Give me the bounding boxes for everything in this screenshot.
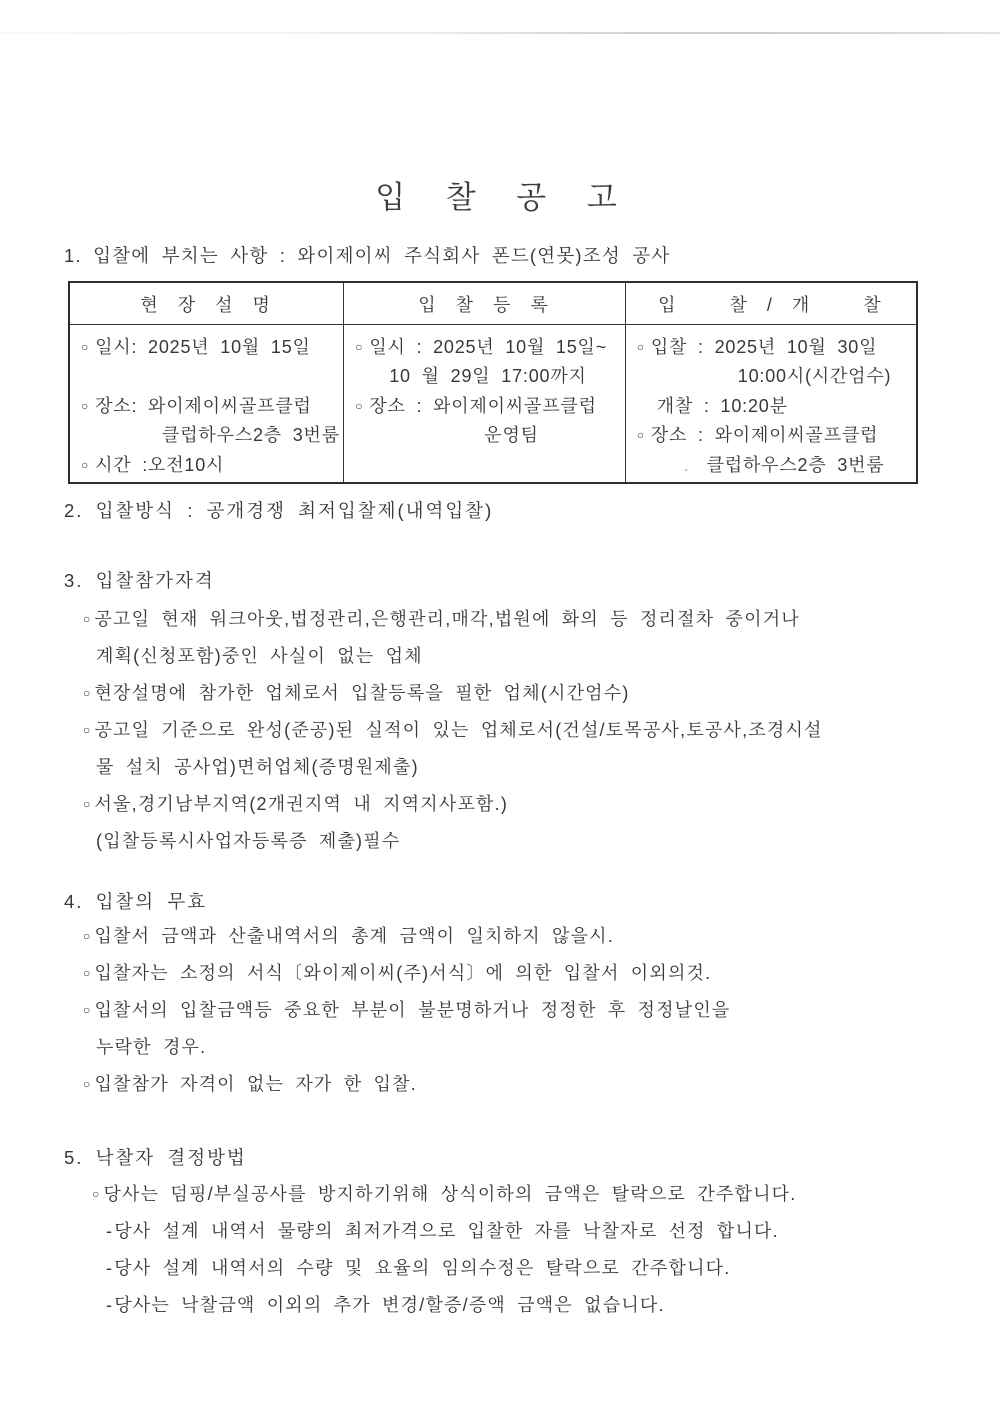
list-item: ○ 입찰서의 입찰금액등 중요한 부분이 불분명하거나 정정한 후 정정날인을 <box>83 1000 731 1020</box>
bid-date: ○ 입찰 : 2025년 10월 30일 <box>636 337 878 357</box>
circle-bullet-icon: ○ <box>83 612 92 626</box>
circle-bullet-icon: ○ <box>81 457 90 472</box>
bid-opening-place-detail: . 클럽하우스2층 3번룸 <box>683 454 885 475</box>
bid-registration-date-end: 10 월 29일 17:00까지 <box>389 366 587 387</box>
header-bid-registration: 입 찰 등 록 <box>344 282 626 325</box>
circle-bullet-icon: ○ <box>83 686 92 700</box>
spacer-line <box>70 362 343 391</box>
bid-registration-date: ○ 일시 : 2025년 10월 15일~ <box>355 337 608 357</box>
site-briefing-date: ○ 일시: 2025년 10월 15일 <box>81 337 311 357</box>
schedule-table <box>68 281 918 484</box>
circle-bullet-icon: ○ <box>83 797 92 811</box>
bid-opening-place: ○ 장소 : 와이제이씨골프클럽 <box>636 425 879 446</box>
section4-heading: 4. 입찰의 무효 <box>64 891 208 912</box>
list-item: ○ 공고일 현재 워크아웃,법정관리,은행관리,매각,법원에 화의 등 정리절차 중이거나 <box>83 609 800 629</box>
list-item-dash: -당사 설계 내역서의 수량 및 요율의 임의수정은 탈락으로 간주합니다. <box>106 1258 731 1278</box>
list-item-dash: -당사 설계 내역서 물량의 최저가격으로 입찰한 자를 낙찰자로 선정 합니다. <box>106 1221 779 1241</box>
circle-bullet-icon: ○ <box>83 1077 92 1091</box>
bid-time: 10:00시(시간엄수) <box>737 366 892 387</box>
list-item: ○ 서울,경기남부지역(2개권지역 내 지역지사포함.) <box>83 794 509 814</box>
list-item: ○ 당사는 덤핑/부실공사를 방지하기위해 상식이하의 금액은 탈락으로 간주합니다. <box>92 1184 797 1204</box>
circle-bullet-icon: ○ <box>636 340 645 354</box>
list-item-continuation: 물 설치 공사업)면허업체(증명원제출) <box>96 757 419 777</box>
section4-items <box>83 922 731 1107</box>
circle-bullet-icon: ○ <box>355 398 364 413</box>
cell-bid-registration <box>344 325 626 484</box>
list-item: ○ 현장설명에 참가한 업체로서 입찰등록을 필한 업체(시간엄수) <box>83 683 630 703</box>
circle-bullet-icon: ○ <box>636 428 645 443</box>
section3-heading: 3. 입찰참가자격 <box>64 570 215 591</box>
header-site-briefing: 현 장 설 명 <box>69 282 344 325</box>
circle-bullet-icon: ○ <box>355 340 364 354</box>
opening-time: 개찰 : 10:20분 <box>656 395 788 416</box>
bid-subject-line: 1. 입찰에 부치는 사항 : 와이제이씨 주식회사 폰드(연못)조성 공사 <box>64 245 671 266</box>
bid-registration-place: ○ 장소 : 와이제이씨골프클럽 <box>355 395 597 416</box>
section2-heading: 2. 입찰방식 : 공개경쟁 최저입찰제(내역입찰) <box>64 500 494 521</box>
circle-bullet-icon: ○ <box>83 966 92 980</box>
circle-bullet-icon: ○ <box>81 398 90 413</box>
section5-heading: 5. 낙찰자 결정방법 <box>64 1147 247 1168</box>
header-bid-opening: 입 찰 / 개 찰 <box>625 282 917 325</box>
site-briefing-time: ○ 시간 :오전10시 <box>81 454 225 475</box>
list-item: ○ 입찰참가 자격이 없는 자가 한 입찰. <box>83 1074 417 1094</box>
scan-artifact-dot: . <box>683 454 690 475</box>
list-item-continuation: 계획(신청포함)중인 사실이 없는 업체 <box>96 646 423 666</box>
bid-registration-place-detail: 운영팀 <box>484 425 539 446</box>
section5-items <box>92 1180 796 1328</box>
schedule-table-body-row <box>69 325 917 484</box>
circle-bullet-icon: ○ <box>92 1187 101 1201</box>
list-item-continuation: (입찰등록시사업자등록증 제출)필수 <box>96 831 401 851</box>
cell-bid-opening <box>625 325 917 484</box>
list-item: ○ 입찰서 금액과 산출내역서의 총계 금액이 일치하지 않을시. <box>83 926 614 946</box>
cell-site-briefing <box>69 325 344 484</box>
list-item: ○ 입찰자는 소정의 서식〔와이제이씨(주)서식〕에 의한 입찰서 이외의것. <box>83 963 712 983</box>
schedule-table-header-row <box>69 282 917 325</box>
dash-bullet-icon: - <box>106 1295 114 1315</box>
page-title: 입 찰 공 고 <box>375 180 625 215</box>
dash-bullet-icon: - <box>106 1258 114 1278</box>
list-item-continuation: 누락한 경우. <box>96 1037 207 1057</box>
list-item-dash: -당사는 낙찰금액 이외의 추가 변경/할증/증액 금액은 없습니다. <box>106 1295 665 1315</box>
circle-bullet-icon: ○ <box>81 340 90 354</box>
site-briefing-place: ○ 장소: 와이제이씨골프클럽 <box>81 395 312 416</box>
list-item: ○ 공고일 기준으로 완성(준공)된 실적이 있는 업체로서(건설/토목공사,토공사,조경시설 <box>83 720 823 740</box>
circle-bullet-icon: ○ <box>83 723 92 737</box>
circle-bullet-icon: ○ <box>83 1003 92 1017</box>
scan-artifact-line <box>0 32 1000 34</box>
dash-bullet-icon: - <box>106 1221 114 1241</box>
circle-bullet-icon: ○ <box>83 929 92 943</box>
site-briefing-place-detail: 클럽하우스2층 3번룸 <box>162 425 340 446</box>
section3-items <box>83 605 823 864</box>
